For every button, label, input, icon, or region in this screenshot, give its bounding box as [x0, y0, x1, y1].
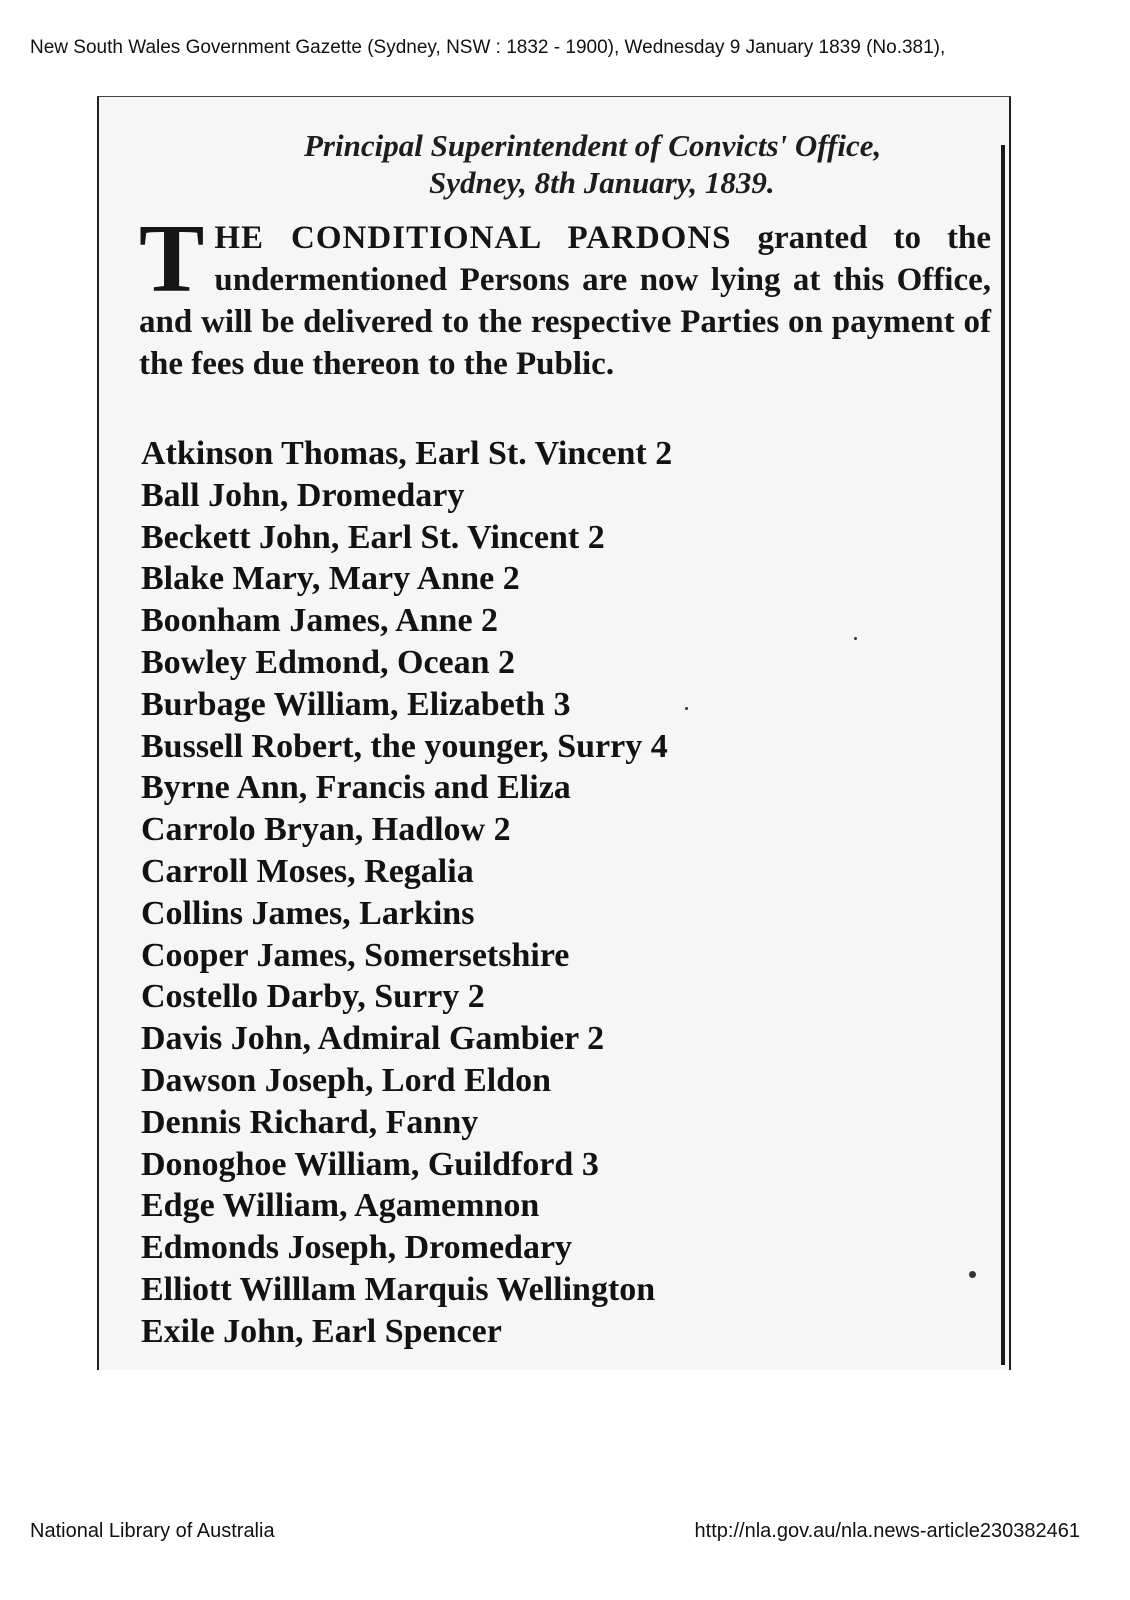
- name-entry: Carrolo Bryan, Hadlow 2: [141, 811, 511, 849]
- name-entry: Edmonds Joseph, Dromedary: [141, 1229, 573, 1267]
- library-credit: National Library of Australia: [30, 1520, 275, 1542]
- print-speck: [685, 707, 688, 710]
- print-speck: [854, 637, 857, 640]
- office-heading: [99, 127, 1009, 201]
- drop-cap: T: [139, 205, 205, 313]
- name-entry: Edge William, Agamemnon: [141, 1187, 540, 1225]
- name-entry: Dawson Joseph, Lord Eldon: [141, 1061, 552, 1099]
- notice-paragraph: [139, 205, 992, 385]
- office-line-1: Principal Superintendent of Convicts' Office,: [304, 128, 882, 163]
- name-entry: Beckett John, Earl St. Vincent 2: [141, 518, 605, 556]
- name-entry: Boonham James, Anne 2: [141, 602, 499, 640]
- pardon-names-list: [141, 433, 672, 1353]
- print-speck: [969, 1271, 976, 1278]
- name-entry: Byrne Ann, Francis and Eliza: [141, 769, 571, 807]
- name-entry: Bussell Robert, the younger, Surry 4: [141, 727, 668, 765]
- name-entry: Elliott Willlam Marquis Wellington: [141, 1270, 656, 1308]
- name-entry: Blake Mary, Mary Anne 2: [141, 560, 520, 598]
- name-entry: Ball John, Dromedary: [141, 476, 465, 514]
- name-entry: Atkinson Thomas, Earl St. Vincent 2: [141, 435, 673, 472]
- notice-body: granted to the undermentioned Persons are now lying at this Office, and will be delivered to the respective Parties on payment of the fees due thereon to the Public.: [139, 220, 992, 382]
- name-entry: Collins James, Larkins: [141, 894, 475, 932]
- name-entry: Bowley Edmond, Ocean 2: [141, 643, 516, 681]
- name-entry: Davis John, Admiral Gambier 2: [141, 1020, 605, 1058]
- citation-header: New South Wales Government Gazette (Sydney, NSW : 1832 - 1900), Wednesday 9 January 1839 (No.381),: [30, 37, 946, 58]
- name-entry: Dennis Richard, Fanny: [141, 1103, 479, 1141]
- office-line-2: Sydney, 8th January, 1839.: [429, 165, 775, 200]
- article-url: http://nla.gov.au/nla.news-article230382461: [694, 1520, 1080, 1542]
- newspaper-clipping: [97, 96, 1011, 1370]
- name-entry: Donoghoe William, Guildford 3: [141, 1145, 599, 1183]
- clipping-edge-rule: [1001, 145, 1005, 1365]
- name-entry: Exile John, Earl Spencer: [141, 1312, 502, 1350]
- name-entry: Cooper James, Somersetshire: [141, 936, 570, 974]
- name-entry: Costello Darby, Surry 2: [141, 978, 485, 1016]
- name-entry: Carroll Moses, Regalia: [141, 852, 474, 890]
- notice-lead: HE CONDITIONAL PARDONS: [214, 220, 732, 256]
- name-entry: Burbage William, Elizabeth 3: [141, 685, 571, 723]
